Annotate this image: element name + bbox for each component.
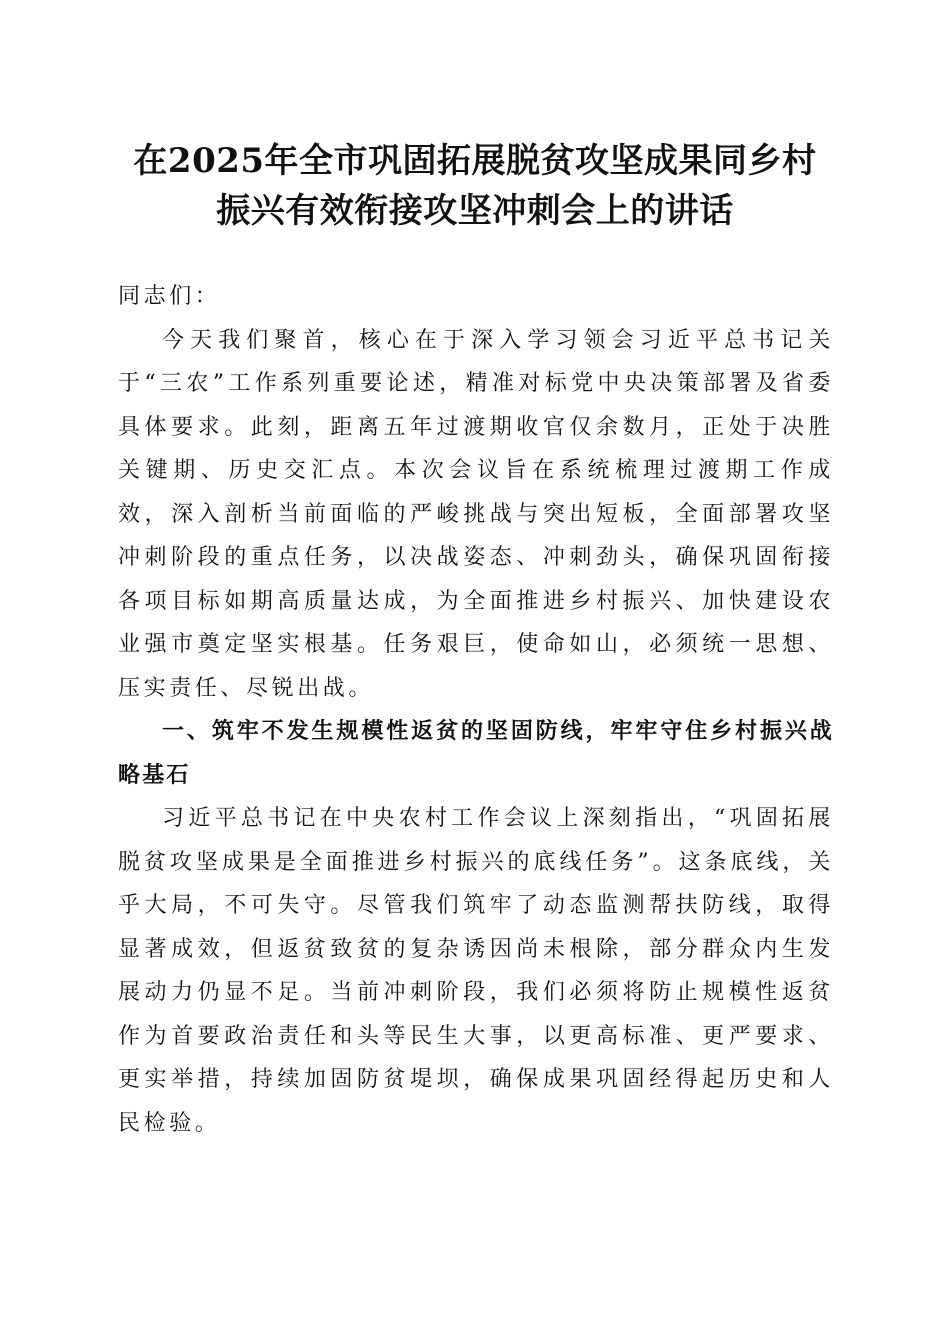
salutation: 同志们：: [118, 284, 221, 309]
paragraph-section-1: 习近平总书记在中央农村工作会议上深刻指出，“巩固拓展脱贫攻坚成果是全面推进乡村振兴的底线任务”。这条底线，关乎大局，不可失守。尽管我们筑牢了动态监测帮扶防线，取得显著成效，但返贫致贫的复杂诱因尚未根除，部分群众内生发展动力仍显不足。当前冲刺阶段，我们必须将防止规模性返贫作为首要政治责任和头等民生大事，以更高标准、更严要求、更实举措，持续加固防贫堤坝，确保成果巩固经得起历史和人民检验。: [118, 806, 834, 1136]
document-title: [110, 136, 840, 236]
section-heading-1: 一、筑牢不发生规模性返贫的坚固防线，牢牢守住乡村振兴战略基石: [118, 719, 834, 788]
title-line-2: 振兴有效衔接攻坚冲刺会上的讲话: [216, 191, 734, 231]
title-line-1: 在2025年全市巩固拓展脱贫攻坚成果同乡村: [133, 141, 817, 181]
document-body: [118, 275, 834, 1145]
paragraph-intro: 今天我们聚首，核心在于深入学习领会习近平总书记关于“三农”工作系列重要论述，精准对标党中央决策部署及省委具体要求。此刻，距离五年过渡期收官仅余数月，正处于决胜关键期、历史交汇点。本次会议旨在系统梳理过渡期工作成效，深入剖析当前面临的严峻挑战与突出短板，全面部署攻坚冲刺阶段的重点任务，以决战姿态、冲刺劲头，确保巩固衔接各项目标如期高质量达成，为全面推进乡村振兴、加快建设农业强市奠定坚实根基。任务艰巨，使命如山，必须统一思想、压实责任、尽锐出战。: [118, 327, 834, 701]
